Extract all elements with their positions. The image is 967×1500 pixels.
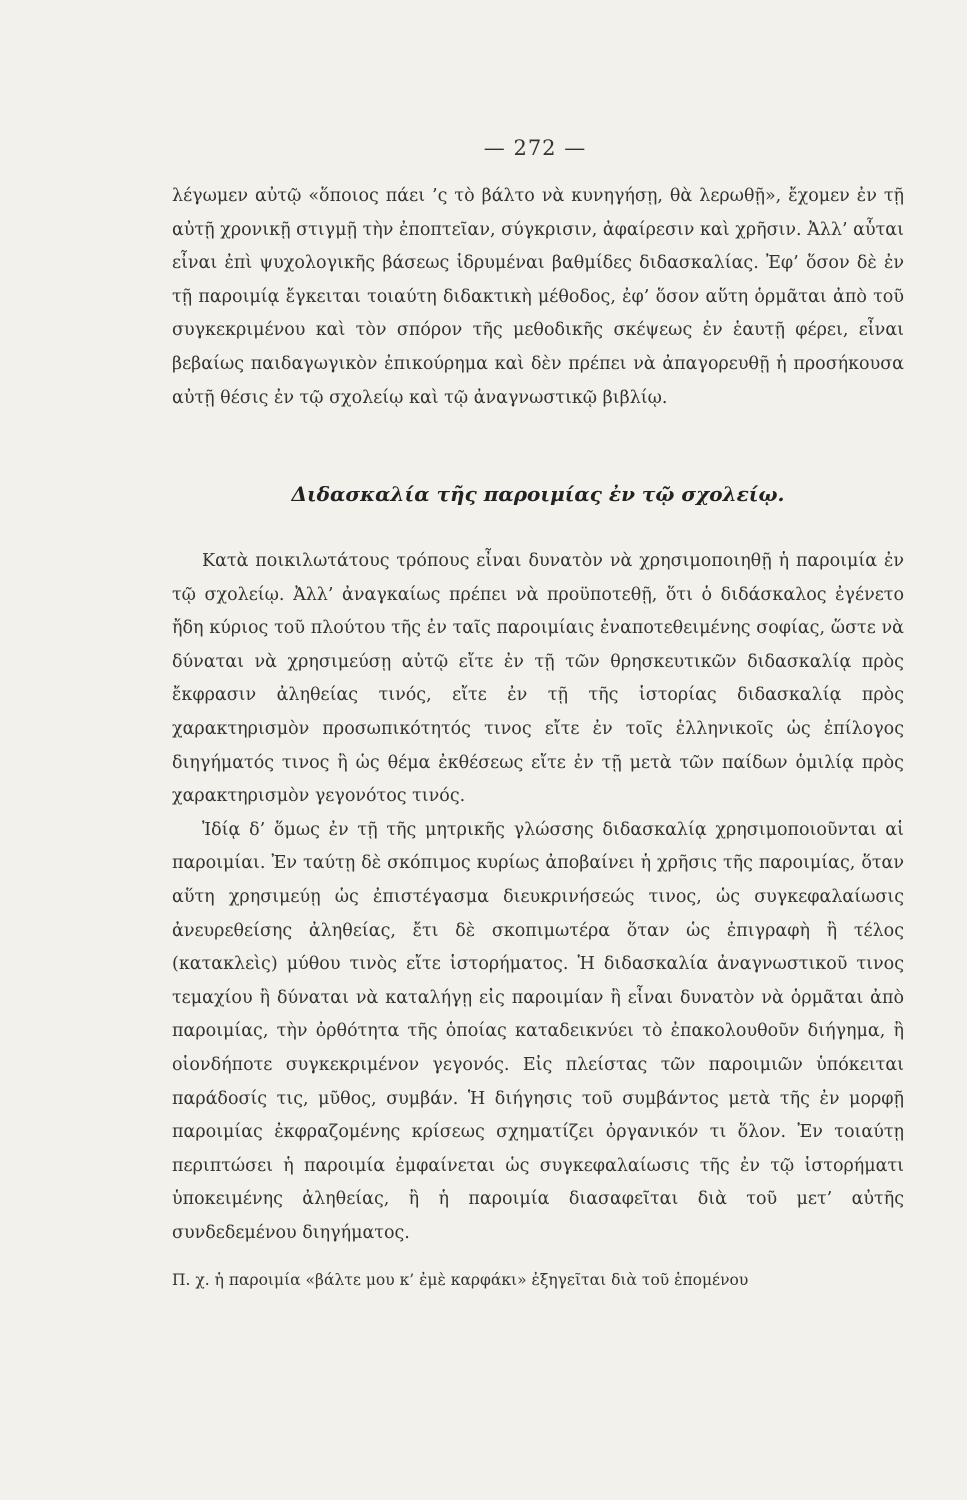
example-paragraph — [172, 1264, 904, 1298]
body-section — [172, 545, 904, 1250]
intro-text: λέγωμεν αὐτῷ «ὅποιος πάει ’ς τὸ βάλτο νὰ κυνηγήσῃ, θὰ λερωθῇ», ἔχομεν ἐν τῇ αὐτῇ χρονικῇ στιγμῇ τὴν ἐποπτεῖαν, σύγκρισιν, ἀφαίρεσιν καὶ χρῆσιν. Ἀλλ’ αὗται εἶναι ἐπὶ ψυχολογικῆς βάσεως ἱδρυμέναι βαθμίδες διδασκαλίας. Ἐφ’ ὅσον δὲ ἐν τῇ παροιμίᾳ ἔγκειται τοιαύτη διδακτικὴ μέθοδος, ἐφ’ ὅσον αὕτη ὁρμᾶται ἀπὸ τοῦ συγκεκριμένου καὶ τὸν σπόρον τῆς μεθοδικῆς σκέψεως ἐν ἑαυτῇ φέρει, εἶναι βεβαίως παιδαγωγικὸν ἐπικούρημα καὶ δὲν πρέπει νὰ ἀπαγορευθῇ ἡ προσήκουσα αὐτῇ θέσις ἐν τῷ σχολείῳ καὶ τῷ ἀναγνωστικῷ βιβλίῳ. — [172, 186, 904, 408]
body-paragraph-2: Ἰδίᾳ δ’ ὅμως ἐν τῇ τῆς μητρικῆς γλώσσης διδασκαλίᾳ χρησιμοποιοῦνται αἱ παροιμίαι. Ἐν ταύτῃ δὲ σκόπιμος κυρίως ἀποβαίνει ἡ χρῆσις τῆς παροιμίας, ὅταν αὕτη χρησιμεύῃ ὡς ἐπιστέγασμα διευκρινήσεώς τινος, ὡς συγκεφαλαίωσις ἀνευρεθείσης ἀληθείας, ἔτι δὲ σκοπιμωτέρα ὅταν ὡς ἐπιγραφὴ ἢ τέλος (κατακλεὶς) μύθου τινὸς εἴτε ἱστορήματος. Ἡ διδασκαλία ἀναγνωστικοῦ τινος τεμαχίου ἢ δύναται νὰ καταλήγῃ εἰς παροιμίαν ἢ εἶναι δυνατὸν νὰ ὁρμᾶται ἀπὸ παροιμίας, τὴν ὀρθότητα τῆς ὁποίας καταδεικνύει τὸ ἐπακολουθοῦν διήγημα, ἢ οἱονδήποτε συγκεκριμένον γεγονός. Εἰς πλείστας τῶν παροιμιῶν ὑπόκειται παράδοσίς τις, μῦθος, συμβάν. Ἡ διήγησις τοῦ συμβάντος μετὰ τῆς ἐν μορφῇ παροιμίας ἐκφραζομένης κρίσεως σχηματίζει ὀργανικόν τι ὅλον. Ἐν τοιαύτῃ περιπτώσει ἡ παροιμία ἐμφαίνεται ὡς συγκεφαλαίωσις τῆς ἐν τῷ ἱστορήματι ὑποκειμένης ἀληθείας, ἢ ἡ παροιμία διασαφεῖται διὰ τοῦ μετ’ αὐτῆς συνδεδεμένου διηγήματος. — [172, 819, 904, 1243]
page-number: — 272 — — [483, 136, 587, 160]
section-heading: Διδασκαλία τῆς παροιμίας ἐν τῷ σχολείῳ. — [291, 482, 785, 506]
body-paragraph-1: Κατὰ ποικιλωτάτους τρόπους εἶναι δυνατὸν νὰ χρησιμοποιηθῇ ἡ παροιμία ἐν τῷ σχολείῳ. Ἀλλ’ ἀναγκαίως πρέπει νὰ προϋποτεθῇ, ὅτι ὁ διδάσκαλος ἐγένετο ἤδη κύριος τοῦ πλούτου τῆς ἐν ταῖς παροιμίαις ἐναποτεθειμένης σοφίας, ὥστε νὰ δύναται νὰ χρησιμεύσῃ αὐτῷ εἴτε ἐν τῇ τῶν θρησκευτικῶν διδασκαλίᾳ πρὸς ἔκφρασιν ἀληθείας τινός, εἴτε ἐν τῇ τῆς ἱστορίας διδασκαλίᾳ πρὸς χαρακτηρισμὸν προσωπικότητός τινος εἴτε ἐν τοῖς ἑλληνικοῖς ὡς ἐπίλογος διηγήματός τινος ἢ ὡς θέμα ἐκθέσεως εἴτε ἐν τῇ μετὰ τῶν παίδων ὁμιλίᾳ πρὸς χαρακτηρισμὸν γεγονότος τινός. — [172, 551, 904, 807]
example-text: Π. χ. ἡ παροιμία «βάλτε μου κ’ ἐμὲ καρφάκι» ἐξηγεῖται διὰ τοῦ ἑπομένου — [172, 1271, 749, 1289]
intro-paragraph — [172, 180, 904, 415]
